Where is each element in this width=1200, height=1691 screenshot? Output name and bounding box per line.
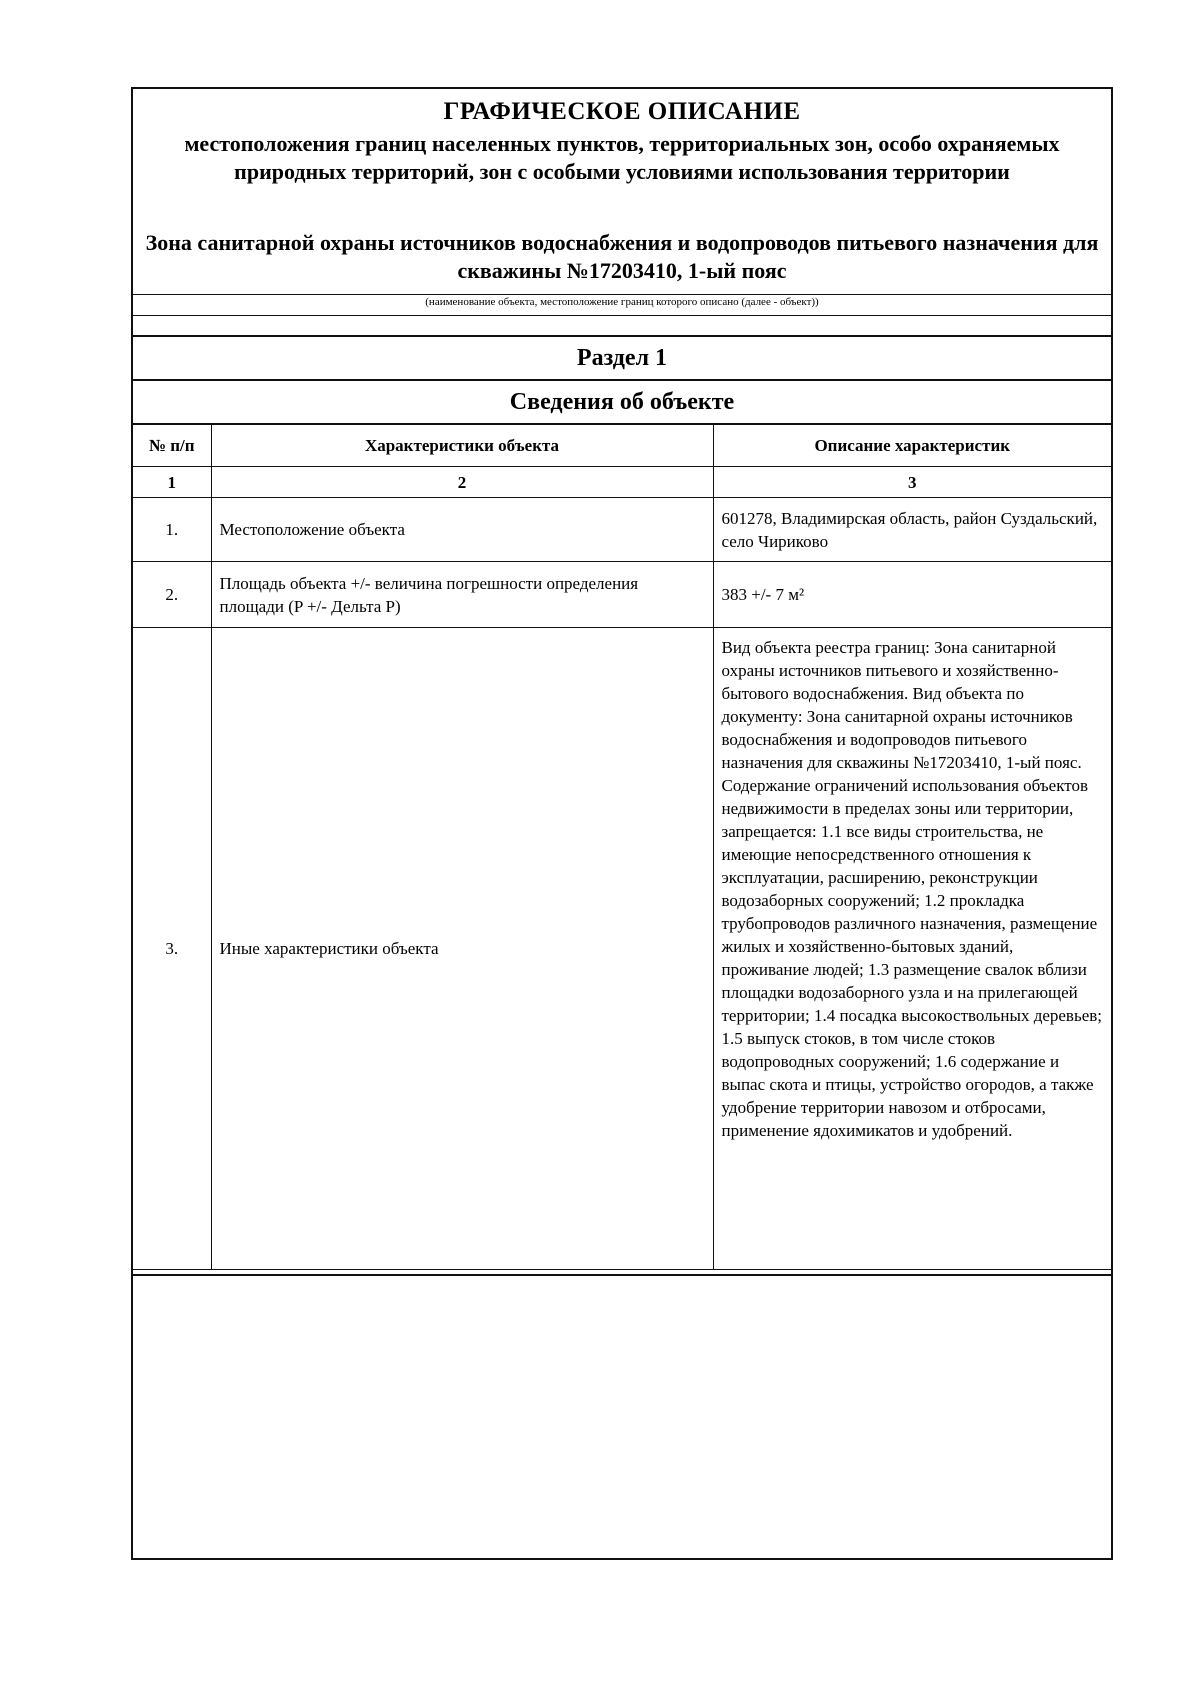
object-info-table: [133, 423, 1111, 1270]
document-header: [133, 89, 1111, 295]
row-characteristic: Иные характеристики объекта: [211, 628, 713, 1270]
object-caption: (наименование объекта, местоположение границ которого описано (далее - объект)): [133, 294, 1111, 316]
section-title: Сведения об объекте: [133, 381, 1111, 425]
table-row: [133, 498, 1111, 562]
document-frame: [131, 87, 1113, 1560]
section-number: Раздел 1: [133, 337, 1111, 381]
object-name: Зона санитарной охраны источников водоснабжения и водопроводов питьевого назначения для скважины №17203410, 1-ый пояс: [145, 230, 1099, 283]
row-number: 1.: [133, 498, 211, 562]
row-description: 383 +/- 7 м²: [713, 562, 1111, 628]
document-subtitle: местоположения границ населенных пунктов, территориальных зон, особо охраняемых природных территорий, зон с особыми условиями использования территории: [184, 131, 1060, 184]
table-row: [133, 628, 1111, 1270]
table-header-row: [133, 424, 1111, 467]
table-row: [133, 562, 1111, 628]
spacer-row: [133, 315, 1111, 337]
empty-bottom-area: [133, 1274, 1111, 1276]
document-title: ГРАФИЧЕСКОЕ ОПИСАНИЕ: [443, 98, 801, 125]
row-number: 2.: [133, 562, 211, 628]
column-number: 2: [211, 467, 713, 498]
header-characteristic: Характеристики объекта: [211, 424, 713, 467]
row-characteristic: Местоположение объекта: [211, 498, 713, 562]
column-number: 3: [713, 467, 1111, 498]
row-number: 3.: [133, 628, 211, 1270]
row-description: Вид объекта реестра границ: Зона санитарной охраны источников питьевого и хозяйственно-бытового водоснабжения. Вид объекта по документу: Зона санитарной охраны источников водоснабжения и водопроводов питьевого назначения для скважины №17203410, 1-ый пояс. Содержание ограничений использования объектов недвижимости в пределах зоны или территории, запрещается: 1.1 все виды строительства, не имеющие непосредственного отношения к эксплуатации, расширению, реконструкции водозаборных сооружений; 1.2 прокладка трубопроводов различного назначения, размещение жилых и хозяйственно-бытовых зданий, проживание людей; 1.3 размещение свалок вблизи площадки водозаборного узла и на прилегающей территории; 1.4 посадка высокоствольных деревьев; 1.5 выпуск стоков, в том числе стоков водопроводных сооружений; 1.6 содержание и выпас скота и птицы, устройство огородов, а также удобрение территории навозом и отбросами, применение ядохимикатов и удобрений.: [713, 628, 1111, 1270]
column-number-row: [133, 467, 1111, 498]
row-description: 601278, Владимирская область, район Суздальский, село Чириково: [713, 498, 1111, 562]
header-num: № п/п: [133, 424, 211, 467]
column-number: 1: [133, 467, 211, 498]
header-description: Описание характеристик: [713, 424, 1111, 467]
row-characteristic: Площадь объекта +/- величина погрешности определения площади (P +/- Дельта P): [211, 562, 713, 628]
